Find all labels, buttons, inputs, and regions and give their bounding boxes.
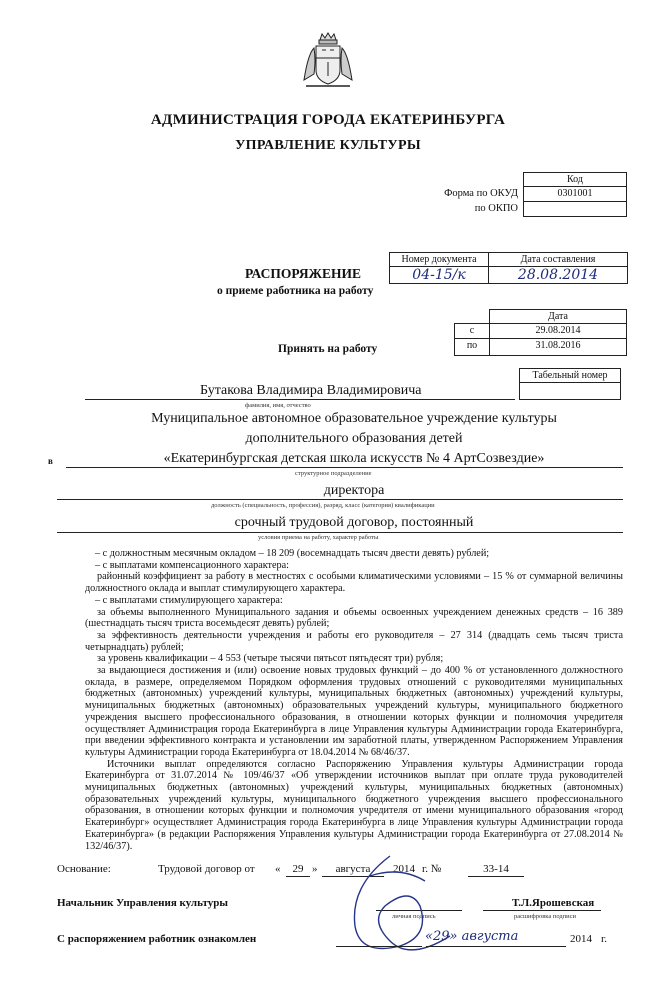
compensation-heading: – с выплатами компенсационного характера: <box>95 559 289 571</box>
basis-quote-close: » <box>312 863 318 875</box>
basis-number: 33-14 <box>483 863 509 875</box>
signature-caption: личная подпись <box>392 913 436 920</box>
regional-coefficient-paragraph: районный коэффициент за работу в местностях с особыми климатическими условиями – 15 % от суммарной величины должностного оклада и выплат стимулирующего характера. <box>85 571 623 595</box>
incentive-heading: – с выплатами стимулирующего характера: <box>95 594 283 606</box>
basis-day: 29 <box>292 863 304 875</box>
acknowledgment-label: С распоряжением работник ознакомлен <box>57 933 257 945</box>
org-line-2: дополнительного образования детей <box>245 431 463 446</box>
document-date-header: Дата составления <box>488 252 628 267</box>
basis-month: августа <box>335 863 371 875</box>
employee-name-caption: фамилия, имя, отчество <box>245 402 311 409</box>
position-caption: должность (специальность, профессия), разряд, класс (категория) квалификации <box>211 502 435 509</box>
acknowledgment-year: 2014 <box>570 933 592 945</box>
conditions-caption: условия приема на работу, характер работы <box>258 534 379 541</box>
handwritten-signature <box>330 846 470 976</box>
document-number-header: Номер документа <box>389 252 489 267</box>
basis-quote-open: « <box>275 863 281 875</box>
qualification-bonus-paragraph: за уровень квалификации – 4 553 (четыре тысячи пятьсот пятьдесят три) рубля; <box>97 653 444 665</box>
hire-from-label: с <box>454 323 490 339</box>
achievement-bonus-paragraph: за выдающиеся достижения и (или) освоение новых трудовых функций – до 400 % от установленного должностного оклада, в размере, определяемом Порядком оформления трудовых отношений с руководителями муниципальных бюджетных (автономных) учреждений культуры, муниципальных бюджетных (автономных) учреждений культуры, муниципальных бюджетных (автономных) образовательных учреждений культуры, муниципального бюджетного учреждения высшего профессионального образования, в отношении которых функции и полномочия учредителя осуществляет Администрация города Екатеринбурга в лице Управления культуры Администрации города Екатеринбурга, при введении эффективного контракта и установлении им заработной платы, утвержденном Распоряжением Управления культуры Администрации города Екатеринбурга от 18.04.2014 № 68/46/37. <box>85 665 623 758</box>
document-title: РАСПОРЯЖЕНИЕ <box>245 266 362 281</box>
name-caption: расшифровка подписи <box>514 913 577 920</box>
hire-label: Принять на работу <box>278 343 378 355</box>
funding-sources-paragraph: Источники выплат определяются согласно Распоряжению Управления культуры Администрации города Екатеринбурга от 31.07.2014 № 109/46/37 «Об утверждении источников выплат при оплате труда руководителей муниципальных бюджетных (автономных) учреждений культуры, муниципальных бюджетных (автономных) образовательных учреждений культуры, муниципального бюджетного учреждения высшего профессионального образования, в отношении которых функции и полномочия учредителя от имени муниципального образования «город Екатеринбург» осуществляет Администрация города Екатеринбурга в лице Управления культуры Администрации города Екатеринбурга» (в редакции Распоряжения Управления культуры Администрации города Екатеринбурга от 27.08.2014 № 132/46/37). <box>85 758 623 852</box>
hire-date-header: Дата <box>489 309 627 324</box>
document-subtitle: о приеме работника на работу <box>217 285 374 297</box>
acknowledgment-date: «29» августа <box>425 929 519 944</box>
body-text <box>85 548 623 852</box>
okpo-label: по ОКПО <box>474 203 518 214</box>
employee-name: Бутакова Владимира Владимировича <box>200 383 422 398</box>
document-number: 04-15/к <box>389 266 489 284</box>
efficiency-bonus-paragraph: за эффективность деятельности учреждения и работы его руководителя – 27 314 (двадцать семь тысяч триста четырнадцать) рублей; <box>85 629 623 653</box>
head-name: Т.Л.Ярошевская <box>512 897 595 909</box>
coat-of-arms-emblem <box>302 30 354 92</box>
basis-year: 2014 <box>393 863 415 875</box>
okpo-value <box>523 201 627 217</box>
head-label: Начальник Управления культуры <box>57 897 228 909</box>
tab-number-header: Табельный номер <box>519 368 621 383</box>
code-header: Код <box>523 172 627 187</box>
in-label: в <box>48 456 53 466</box>
basis-contract: Трудовой договор от <box>158 863 255 875</box>
org-line-3: «Екатеринбургская детская школа искусств № 4 АртСозвездие» <box>163 451 545 466</box>
hire-from-date: 29.08.2014 <box>489 323 627 339</box>
okud-value: 0301001 <box>523 186 627 202</box>
basis-year-suffix: г. № <box>422 863 442 875</box>
org-line-1: Муниципальное автономное образовательное учреждение культуры <box>151 411 557 426</box>
position: директора <box>323 483 385 498</box>
acknowledgment-year-suffix: г. <box>601 933 608 945</box>
document-date: 28.08.2014 <box>488 266 628 284</box>
tab-number-value <box>519 382 621 400</box>
department-heading: УПРАВЛЕНИЕ КУЛЬТУРЫ <box>235 138 421 153</box>
basis-label: Основание: <box>57 863 111 875</box>
org-caption: структурное подразделение <box>295 470 372 477</box>
hire-conditions: срочный трудовой договор, постоянный <box>234 515 474 530</box>
hire-to-label: по <box>454 338 490 356</box>
okud-label: Форма по ОКУД <box>444 188 518 199</box>
volume-bonus-paragraph: за объемы выполненного Муниципального задания и объемы освоенных учреждением денежных средств – 16 389 (шестнадцать тысяч триста восемьдесят девять) рублей; <box>85 606 623 630</box>
salary-paragraph: – с должностным месячным окладом – 18 209 (восемнадцать тысяч двести девять) рублей; <box>95 548 490 559</box>
organization-heading: АДМИНИСТРАЦИЯ ГОРОДА ЕКАТЕРИНБУРГА <box>150 112 506 128</box>
hire-to-date: 31.08.2016 <box>489 338 627 356</box>
